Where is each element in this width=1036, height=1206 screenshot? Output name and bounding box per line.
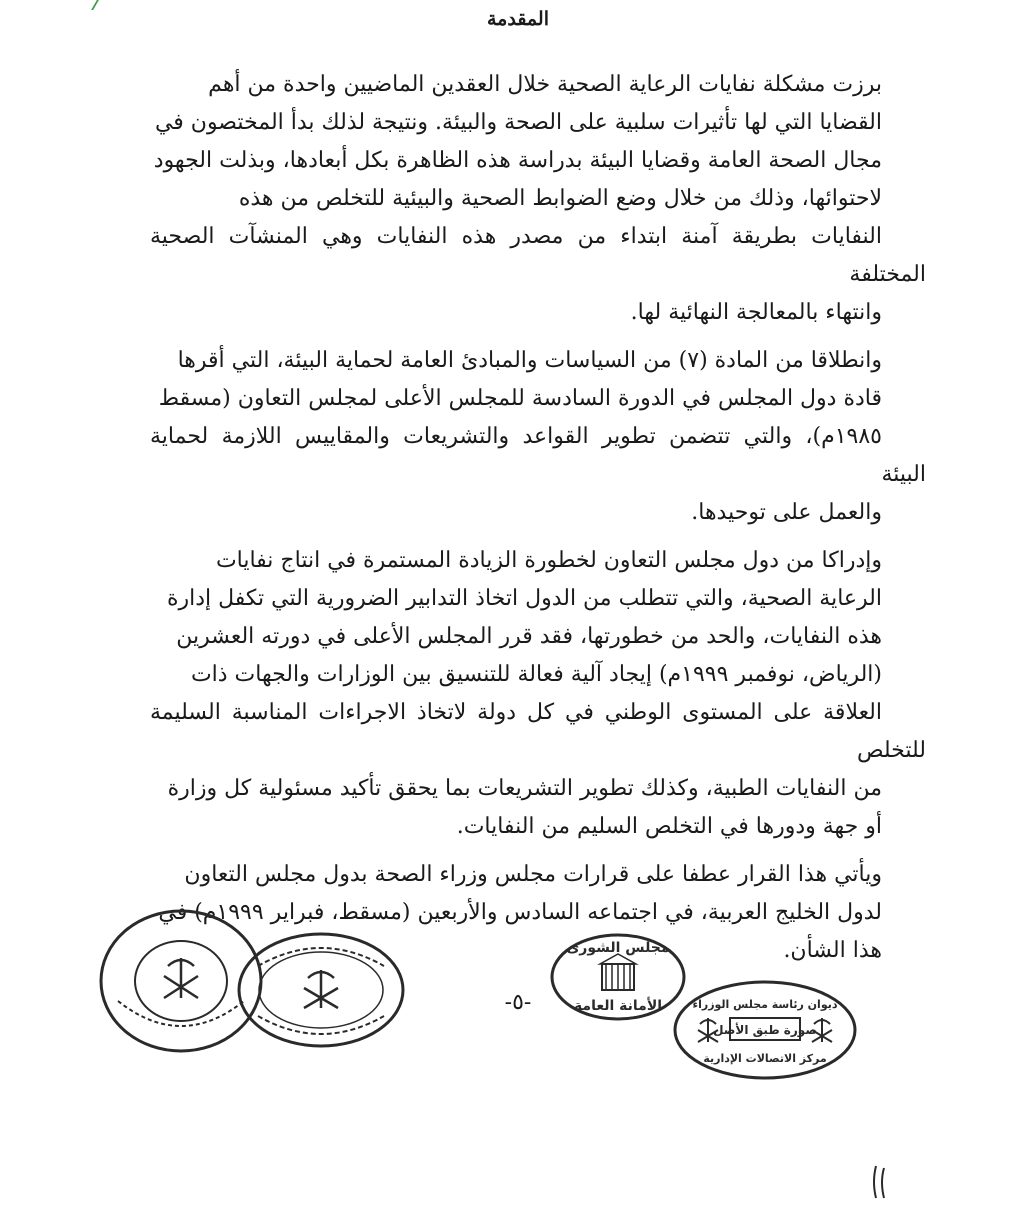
paragraph-1 bbox=[150, 66, 926, 332]
text-line: ١٩٨٥م)، والتي تتضمن تطوير القواعد والتشريعات والمقاييس اللازمة لحماية البيئة bbox=[150, 424, 926, 487]
paragraph-3 bbox=[150, 542, 926, 846]
text-line: برزت مشكلة نفايات الرعاية الصحية خلال العقدين الماضيين واحدة من أهم bbox=[208, 72, 882, 97]
diwan-stamp-middle-text: صورة طبق الأصل bbox=[713, 1023, 817, 1037]
text-line: القضايا التي لها تأثيرات سلبية على الصحة والبيئة. ونتيجة لذلك بدأ المختصون في bbox=[154, 110, 882, 135]
page-heading: المقدمة bbox=[486, 8, 549, 30]
text-line: من النفايات الطبية، وكذلك تطوير التشريعات بما يحقق تأكيد مسئولية كل وزارة bbox=[167, 776, 882, 801]
text-line: ويأتي هذا القرار عطفا على قرارات مجلس وزراء الصحة بدول مجلس التعاون bbox=[184, 862, 882, 887]
text-line: مجال الصحة العامة وقضايا البيئة بدراسة هذه الظاهرة بكل أبعادها، وبذلت الجهود bbox=[153, 148, 882, 173]
text-line: هذه النفايات، والحد من خطورتها، فقد قرر المجلس الأعلى في دورته العشرين bbox=[176, 624, 882, 649]
text-line: أو جهة ودورها في التخلص السليم من النفايات. bbox=[456, 814, 882, 839]
text-line: (الرياض، نوفمبر ١٩٩٩م) إيجاد آلية فعالة للتنسيق بين الوزارات والجهات ذات bbox=[190, 662, 882, 687]
text-line: الرعاية الصحية، والتي تتطلب من الدول اتخاذ التدابير الضرورية التي تكفل إدارة bbox=[166, 586, 882, 611]
text-line: قادة دول المجلس في الدورة السادسة للمجلس الأعلى لمجلس التعاون (مسقط bbox=[158, 386, 882, 411]
text-line: العلاقة على المستوى الوطني في كل دولة لاتخاذ الاجراءات المناسبة السليمة للتخلص bbox=[150, 700, 926, 763]
body-text bbox=[150, 66, 926, 980]
margin-mark bbox=[870, 1164, 890, 1200]
oval-stamp-center bbox=[236, 930, 406, 1050]
text-line: لاحتوائها، وذلك من خلال وضع الضوابط الصحية والبيئية للتخلص من هذه bbox=[238, 186, 882, 211]
diwan-stamp-icon bbox=[670, 978, 860, 1082]
shura-council-stamp-icon bbox=[548, 930, 688, 1024]
shura-council-stamp bbox=[548, 930, 688, 1024]
text-line: وانتهاء بالمعالجة النهائية لها. bbox=[630, 300, 882, 325]
diwan-stamp-top-text: ديوان رئاسة مجلس الوزراء bbox=[692, 998, 838, 1011]
shura-stamp-top-text: مجلس الشورى bbox=[566, 940, 670, 956]
text-line: هذا الشأن. bbox=[783, 938, 882, 963]
text-line: والعمل على توحيدها. bbox=[691, 500, 882, 525]
oval-stamp-center-icon bbox=[236, 930, 406, 1050]
text-line: وإدراكا من دول مجلس التعاون لخطورة الزيادة المستمرة في انتاج نفايات bbox=[215, 548, 882, 573]
diwan-stamp-bottom-text: مركز الاتصالات الإدارية bbox=[703, 1052, 827, 1065]
text-line: النفايات بطريقة آمنة ابتداء من مصدر هذه النفايات وهي المنشآت الصحية المختلفة bbox=[150, 224, 926, 287]
shura-stamp-bottom-text: الأمانة العامة bbox=[573, 998, 663, 1014]
page-number: -٥- bbox=[504, 990, 532, 1015]
text-line: وانطلاقا من المادة (٧) من السياسات والمبادئ العامة لحماية البيئة، التي أقرها bbox=[177, 348, 882, 373]
paragraph-2 bbox=[150, 342, 926, 532]
diwan-stamp bbox=[670, 978, 860, 1082]
text-line: لدول الخليج العربية، في اجتماعه السادس والأربعين (مسقط، فبراير ١٩٩٩م) في bbox=[158, 900, 882, 925]
